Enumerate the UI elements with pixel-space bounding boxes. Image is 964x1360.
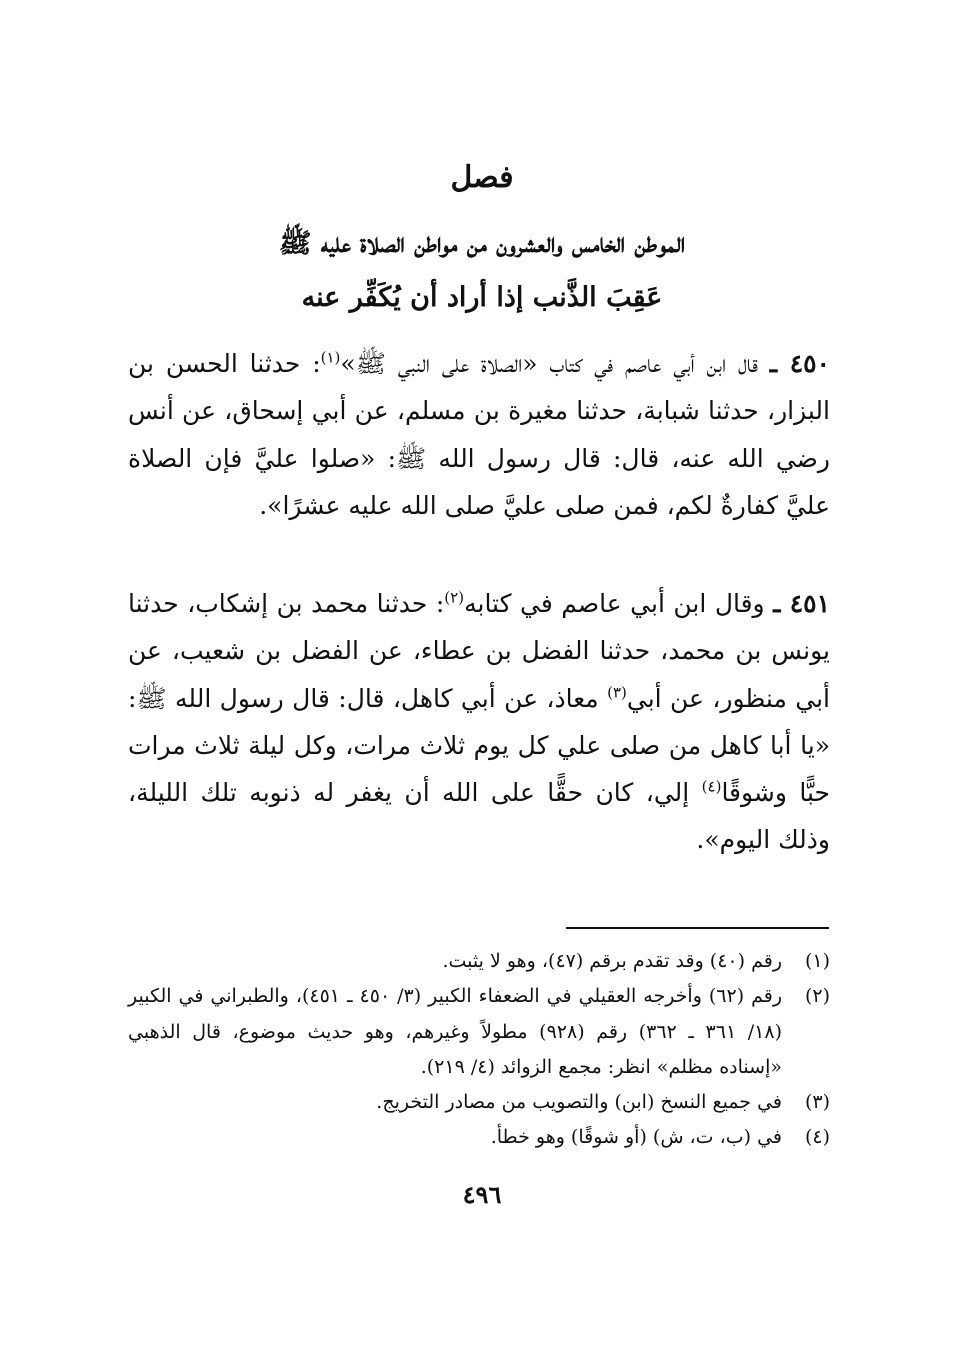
footnote-text: رقم (٦٢) وأخرجه العقيلي في الضعفاء الكبير (٣/ ٤٥٠ ـ ٤٥١)، والطبراني في الكبير (١٨/ ٣٦١ ـ ٣٦٢) رقم (٩٢٨) مطولاً وغيرهم، وهو حديث موضوع، قال الذهبي «إسناده مظلم» انظر: مجمع الزوائد (٤/ ٢١٩). (128, 985, 783, 1078)
hadith-text: وقال ابن أبي عاصم في كتابه (464, 589, 774, 618)
heading-line-1: الموطن الخامس والعشرون من مواطن الصلاة عليه ﷺ (278, 228, 686, 259)
footnote (128, 944, 830, 979)
hadith-number: ٤٥٠ ـ (769, 349, 830, 378)
footnote (128, 1120, 830, 1155)
footnote (128, 979, 830, 1085)
footnote-number: (٤) (804, 1126, 830, 1149)
footnote-ref: (٣) (607, 683, 627, 702)
hadith-text: : حدثنا محمد بن إشكاب، حدثنا يونس بن محمد، حدثنا الفضل بن عطاء، عن الفضل بن شعيب، عن أبي منظور، عن أبي (128, 589, 830, 713)
footnote-ref: (١) (320, 348, 341, 367)
footnote-text: في جميع النسخ (ابن) والتصويب من مصادر التخريج. (376, 1091, 782, 1114)
hadith-text: قال ابن أبي عاصم في كتاب «الصلاة على النبي ﷺ» (340, 349, 770, 378)
heading-line-2: عَقِبَ الذَّنب إذا أراد أن يُكَفِّر عنه (301, 282, 663, 313)
hadith-text: معاذ، عن أبي كاهل، قال: قال رسول الله ﷺ: «يا أبا كاهل من صلى علي كل يوم ثلاث مرات، وكل ليلة ثلاث مرات حبًّا وشوقًا (128, 683, 830, 808)
footnote-separator (566, 927, 829, 929)
footnote-ref: (٢) (444, 588, 465, 607)
footnote-ref: (٤) (701, 777, 722, 796)
footnote (128, 1085, 830, 1120)
footnote-text: رقم (٤٠) وقد تقدم برقم (٤٧)، وهو لا يثبت. (442, 950, 782, 972)
section-label: فصل (450, 160, 514, 195)
hadith-450-paragraph (128, 340, 830, 529)
footnote-number: (٣) (804, 1091, 830, 1114)
footnote-number: (١) (804, 950, 830, 972)
hadith-451-paragraph (128, 580, 830, 864)
page-number: ٤٩٦ (462, 1180, 502, 1209)
footnotes (128, 944, 830, 1156)
footnote-text: في (ب، ت، ش) (أو شوقًا) وهو خطأ. (490, 1126, 782, 1149)
footnote-number: (٢) (804, 985, 830, 1008)
hadith-text: إلي، كان حقًّا على الله أن يغفر له ذنوبه تلك الليلة، وذلك اليوم». (128, 778, 830, 855)
hadith-number: ٤٥١ ـ (773, 589, 831, 618)
hadith-text: : حدثنا الحسن بن البزار، حدثنا شبابة، حدثنا مغيرة بن مسلم، عن أبي إسحاق، عن أنس رضي الله عنه، قال: قال رسول الله ﷺ: «صلوا عليَّ فإن الصلاة عليَّ كفارةٌ لكم، فمن صلى عليَّ صلى الله عليه عشرًا». (128, 349, 830, 520)
